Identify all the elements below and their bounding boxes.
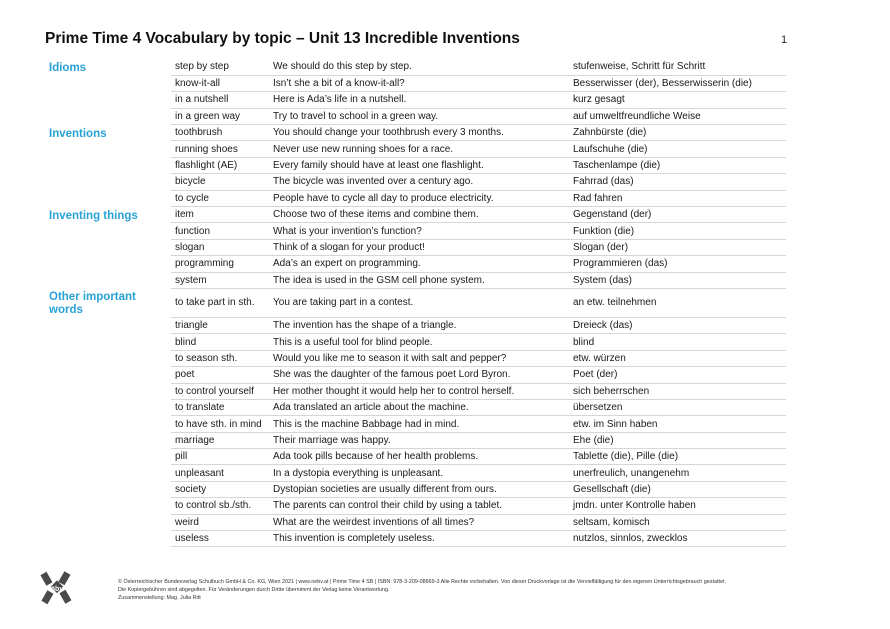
german-translation: übersetzen — [569, 399, 786, 415]
example-sentence: This invention is completely useless. — [269, 531, 569, 547]
category-label — [45, 239, 171, 255]
vocab-row — [45, 157, 786, 173]
example-sentence: Would you like me to season it with salt and pepper? — [269, 350, 569, 366]
category-label: Inventing things — [49, 209, 138, 222]
vocab-row — [45, 92, 786, 108]
german-translation: Gesellschaft (die) — [569, 481, 786, 497]
vocab-row — [45, 141, 786, 157]
example-sentence: The invention has the shape of a triangle. — [269, 317, 569, 333]
example-sentence: Every family should have at least one flashlight. — [269, 157, 569, 173]
example-sentence: She was the daughter of the famous poet Lord Byron. — [269, 367, 569, 383]
vocab-row — [45, 531, 786, 547]
category-label — [45, 416, 171, 432]
english-term: know-it-all — [171, 75, 269, 91]
vocab-row — [45, 514, 786, 530]
english-term: system — [171, 272, 269, 288]
vocab-row — [45, 190, 786, 206]
example-sentence: Ada took pills because of her health problems. — [269, 449, 569, 465]
category-label — [45, 449, 171, 465]
category-label — [45, 272, 171, 288]
logo-text: öbv — [50, 586, 64, 593]
english-term: marriage — [171, 432, 269, 448]
category-label — [45, 141, 171, 157]
vocabulary-table-body — [45, 59, 786, 547]
vocabulary-table — [45, 59, 786, 547]
german-translation: Taschenlampe (die) — [569, 157, 786, 173]
example-sentence: This is the machine Babbage had in mind. — [269, 416, 569, 432]
german-translation: Funktion (die) — [569, 223, 786, 239]
german-translation: sich beherrschen — [569, 383, 786, 399]
english-term: weird — [171, 514, 269, 530]
english-term: pill — [171, 449, 269, 465]
english-term: blind — [171, 334, 269, 350]
vocab-row — [45, 317, 786, 333]
vocab-row — [45, 449, 786, 465]
vocab-row — [45, 399, 786, 415]
category-label — [45, 223, 171, 239]
example-sentence: Choose two of these items and combine them. — [269, 207, 569, 223]
category-label — [45, 75, 171, 91]
vocab-row — [45, 416, 786, 432]
category-label — [45, 108, 171, 124]
example-sentence: Never use new running shoes for a race. — [269, 141, 569, 157]
vocab-row — [45, 498, 786, 514]
german-translation: kurz gesagt — [569, 92, 786, 108]
example-sentence: The bicycle was invented over a century ago. — [269, 174, 569, 190]
category-label — [45, 350, 171, 366]
vocab-row — [45, 350, 786, 366]
vocab-row — [45, 256, 786, 272]
example-sentence: Dystopian societies are usually different from ours. — [269, 481, 569, 497]
vocab-row — [45, 239, 786, 255]
oebv-logo — [40, 571, 74, 605]
vocab-row — [45, 432, 786, 448]
category-label — [45, 174, 171, 190]
german-translation: auf umweltfreundliche Weise — [569, 108, 786, 124]
german-translation: Tablette (die), Pille (die) — [569, 449, 786, 465]
vocab-row — [45, 174, 786, 190]
german-translation: Fahrrad (das) — [569, 174, 786, 190]
vocab-row — [45, 481, 786, 497]
english-term: item — [171, 207, 269, 223]
category-label — [45, 531, 171, 547]
german-translation: etw. würzen — [569, 350, 786, 366]
english-term: in a green way — [171, 108, 269, 124]
example-sentence: Here is Ada’s life in a nutshell. — [269, 92, 569, 108]
footer — [118, 578, 778, 602]
vocab-row — [45, 125, 786, 141]
example-sentence: Try to travel to school in a green way. — [269, 108, 569, 124]
category-label — [45, 92, 171, 108]
german-translation: Laufschuhe (die) — [569, 141, 786, 157]
example-sentence: In a dystopia everything is unpleasant. — [269, 465, 569, 481]
english-term: programming — [171, 256, 269, 272]
german-translation: etw. im Sinn haben — [569, 416, 786, 432]
example-sentence: Think of a slogan for your product! — [269, 239, 569, 255]
english-term: to have sth. in mind — [171, 416, 269, 432]
example-sentence: Isn’t she a bit of a know-it-all? — [269, 75, 569, 91]
category-label: Inventions — [49, 127, 107, 140]
english-term: poet — [171, 367, 269, 383]
example-sentence: You are taking part in a contest. — [269, 288, 569, 317]
footer-copyright: © Österreichischer Bundesverlag Schulbuch GmbH & Co. KG, Wien 2021 | www.oebv.at | Prime Time 4 SB | ISBN: 978-3-209-08669-3 Alle Rechte vorbehalten. Von dieser Druckvorlage ist die Vervielfältigung für den eigenen Unterrichtsgebrauch gestattet. — [118, 579, 726, 585]
english-term: function — [171, 223, 269, 239]
category-label — [45, 317, 171, 333]
german-translation: Besserwisser (der), Besserwisserin (die) — [569, 75, 786, 91]
category-label — [45, 399, 171, 415]
category-label — [45, 367, 171, 383]
example-sentence: You should change your toothbrush every 3 months. — [269, 125, 569, 141]
example-sentence: Ada’s an expert on programming. — [269, 256, 569, 272]
category-label — [45, 465, 171, 481]
english-term: society — [171, 481, 269, 497]
page-number: 1 — [781, 34, 788, 46]
example-sentence: Ada translated an article about the machine. — [269, 399, 569, 415]
english-term: useless — [171, 531, 269, 547]
german-translation: Zahnbürste (die) — [569, 125, 786, 141]
german-translation: Dreieck (das) — [569, 317, 786, 333]
category-label — [45, 498, 171, 514]
vocab-row — [45, 465, 786, 481]
german-translation: Poet (der) — [569, 367, 786, 383]
german-translation: nutzlos, sinnlos, zwecklos — [569, 531, 786, 547]
vocab-row — [45, 367, 786, 383]
category-label: Other important words — [49, 291, 136, 317]
german-translation: seltsam, komisch — [569, 514, 786, 530]
page-title: Prime Time 4 Vocabulary by topic – Unit 13 Incredible Inventions — [45, 30, 520, 47]
german-translation: jmdn. unter Kontrolle haben — [569, 498, 786, 514]
example-sentence: We should do this step by step. — [269, 59, 569, 75]
example-sentence: Her mother thought it would help her to control herself. — [269, 383, 569, 399]
vocab-row — [45, 334, 786, 350]
german-translation: unerfreulich, unangenehm — [569, 465, 786, 481]
vocab-row — [45, 223, 786, 239]
german-translation: an etw. teilnehmen — [569, 288, 786, 317]
category-label — [45, 256, 171, 272]
vocab-row — [45, 59, 786, 75]
german-translation: Slogan (der) — [569, 239, 786, 255]
english-term: slogan — [171, 239, 269, 255]
english-term: to cycle — [171, 190, 269, 206]
english-term: step by step — [171, 59, 269, 75]
example-sentence: What is your invention’s function? — [269, 223, 569, 239]
category-label — [45, 383, 171, 399]
german-translation: stufenweise, Schritt für Schritt — [569, 59, 786, 75]
category-label — [45, 334, 171, 350]
footer-author: Zusammenstellung: Mag. Julia Ritt — [118, 595, 201, 601]
english-term: to control sb./sth. — [171, 498, 269, 514]
german-translation: System (das) — [569, 272, 786, 288]
english-term: triangle — [171, 317, 269, 333]
category-label — [45, 432, 171, 448]
example-sentence: Their marriage was happy. — [269, 432, 569, 448]
example-sentence: This is a useful tool for blind people. — [269, 334, 569, 350]
german-translation: Programmieren (das) — [569, 256, 786, 272]
vocab-row — [45, 108, 786, 124]
english-term: to translate — [171, 399, 269, 415]
footer-disclaimer: Die Kopiergebühren sind abgegolten. Für Veränderungen durch Dritte übernimmt der Verlag keine Verantwortung. — [118, 587, 390, 593]
vocab-row — [45, 383, 786, 399]
example-sentence: The parents can control their child by using a tablet. — [269, 498, 569, 514]
english-term: flashlight (AE) — [171, 157, 269, 173]
example-sentence: The idea is used in the GSM cell phone system. — [269, 272, 569, 288]
german-translation: Rad fahren — [569, 190, 786, 206]
english-term: unpleasant — [171, 465, 269, 481]
english-term: bicycle — [171, 174, 269, 190]
category-label: Idioms — [49, 62, 87, 74]
german-translation: Gegenstand (der) — [569, 207, 786, 223]
vocab-row — [45, 207, 786, 223]
category-label — [45, 481, 171, 497]
category-label — [45, 514, 171, 530]
category-label — [45, 157, 171, 173]
vocab-row — [45, 288, 786, 317]
vocab-row — [45, 75, 786, 91]
english-term: in a nutshell — [171, 92, 269, 108]
english-term: to control yourself — [171, 383, 269, 399]
example-sentence: People have to cycle all day to produce electricity. — [269, 190, 569, 206]
german-translation: Ehe (die) — [569, 432, 786, 448]
english-term: to take part in sth. — [171, 288, 269, 317]
vocab-row — [45, 272, 786, 288]
category-label — [45, 190, 171, 206]
english-term: to season sth. — [171, 350, 269, 366]
english-term: running shoes — [171, 141, 269, 157]
german-translation: blind — [569, 334, 786, 350]
example-sentence: What are the weirdest inventions of all times? — [269, 514, 569, 530]
english-term: toothbrush — [171, 125, 269, 141]
